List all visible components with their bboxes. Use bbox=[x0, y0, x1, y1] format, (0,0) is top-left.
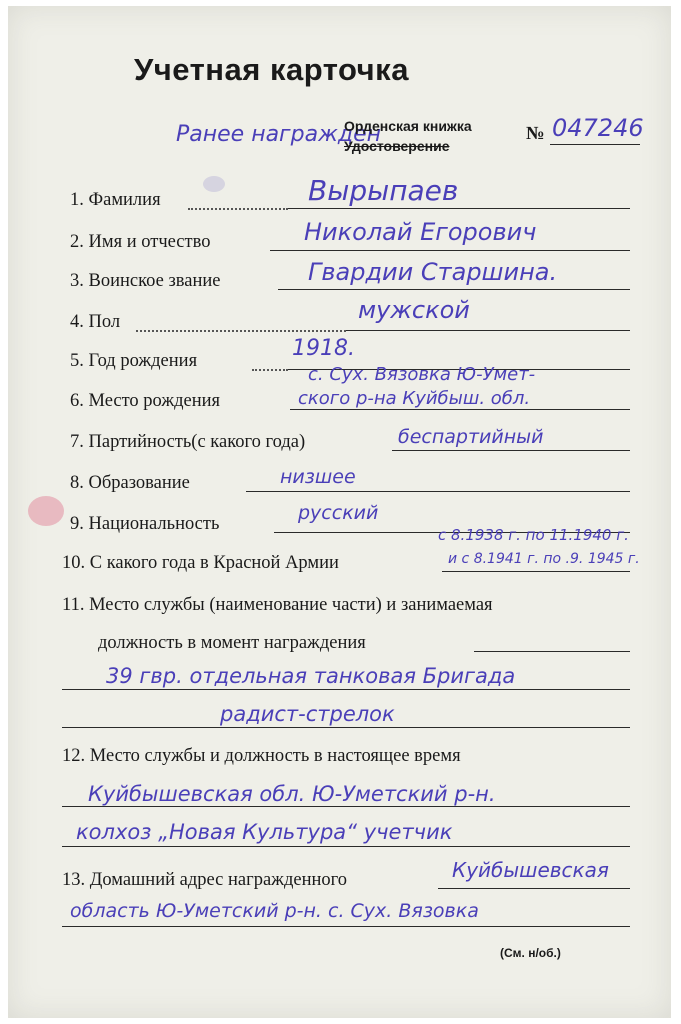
field-5-label: 5. Год рождения bbox=[70, 351, 198, 371]
order-book-number: 047246 bbox=[552, 114, 644, 142]
registration-card bbox=[8, 6, 671, 1018]
field-2-value: Николай Егорович bbox=[304, 218, 537, 246]
field-1-dots bbox=[188, 208, 288, 210]
card-title: Учетная карточка bbox=[134, 52, 409, 87]
field-11-line-c bbox=[62, 727, 630, 728]
field-3-label: 3. Воинское звание bbox=[70, 271, 221, 291]
field-12-value-line2: колхоз „Новая Культура“ учетчик bbox=[76, 820, 453, 844]
field-11-value-line1: 39 гвр. отдельная танковая Бригада bbox=[106, 664, 516, 688]
ink-stain bbox=[28, 496, 64, 526]
field-6-value-line2: ского р-на Куйбыш. обл. bbox=[298, 388, 531, 409]
field-5-value: 1918. bbox=[292, 336, 355, 361]
field-4-line bbox=[346, 330, 630, 331]
field-6-line bbox=[290, 409, 630, 410]
field-1-value: Вырыпаев bbox=[308, 174, 459, 207]
field-4-value: мужской bbox=[358, 296, 470, 324]
field-3-value: Гвардии Старшина. bbox=[308, 258, 558, 286]
number-sign: № bbox=[526, 124, 545, 144]
field-4-dots bbox=[136, 330, 346, 332]
field-9-label: 9. Национальность bbox=[70, 514, 220, 534]
field-11-label-line2: должность в момент награждения bbox=[98, 633, 366, 653]
field-12-value-line1: Куйбышевская обл. Ю-Уметский р-н. bbox=[88, 782, 496, 806]
field-2-line bbox=[270, 250, 630, 251]
field-4-label: 4. Пол bbox=[70, 312, 121, 332]
field-8-line bbox=[246, 491, 630, 492]
field-1-line bbox=[288, 208, 630, 209]
field-11-line-b bbox=[62, 689, 630, 690]
field-10-value-line1: с 8.1938 г. по 11.1940 г. bbox=[438, 526, 629, 544]
field-7-label: 7. Партийность(с какого года) bbox=[70, 432, 306, 452]
number-line bbox=[550, 144, 640, 145]
field-13-line-a bbox=[438, 888, 630, 889]
field-8-label: 8. Образование bbox=[70, 473, 190, 493]
order-book-label: Орденская книжка bbox=[344, 118, 472, 134]
field-1-label: 1. Фамилия bbox=[70, 190, 161, 210]
field-6-label: 6. Место рождения bbox=[70, 391, 221, 411]
field-13-line-b bbox=[62, 926, 630, 927]
certificate-label: Удостоверение bbox=[344, 138, 450, 154]
field-13-label: 13. Домашний адрес награжденного bbox=[62, 870, 348, 890]
field-9-value: русский bbox=[298, 502, 379, 524]
field-11-line-a bbox=[474, 651, 630, 652]
field-6-value-line1: с. Сух. Вязовка Ю-Умет- bbox=[308, 364, 536, 385]
field-10-label: 10. С какого года в Красной Армии bbox=[62, 553, 339, 573]
field-7-value: беспартийный bbox=[398, 426, 544, 448]
field-12-line-b bbox=[62, 846, 630, 847]
field-7-line bbox=[392, 450, 630, 451]
ink-stain bbox=[203, 176, 225, 192]
field-13-value-line2: область Ю-Уметский р-н. с. Сух. Вязовка bbox=[70, 900, 479, 922]
see-reverse-note: (См. н/об.) bbox=[500, 946, 561, 960]
field-11-label-line1: 11. Место службы (наименование части) и занимаемая bbox=[62, 595, 493, 615]
field-10-value-line2: и с 8.1941 г. по .9. 1945 г. bbox=[448, 551, 640, 567]
field-13-value-line1: Куйбышевская bbox=[452, 858, 609, 882]
field-2-label: 2. Имя и отчество bbox=[70, 232, 211, 252]
field-12-line-a bbox=[62, 806, 630, 807]
previous-award-note: Ранее награжден bbox=[176, 122, 382, 147]
field-5-dots bbox=[252, 369, 288, 371]
field-8-value: низшее bbox=[280, 466, 356, 488]
field-10-line bbox=[442, 571, 630, 572]
field-12-label: 12. Место службы и должность в настоящее время bbox=[62, 746, 461, 766]
field-11-value-line2: радист-стрелок bbox=[220, 702, 395, 726]
field-3-line bbox=[278, 289, 630, 290]
